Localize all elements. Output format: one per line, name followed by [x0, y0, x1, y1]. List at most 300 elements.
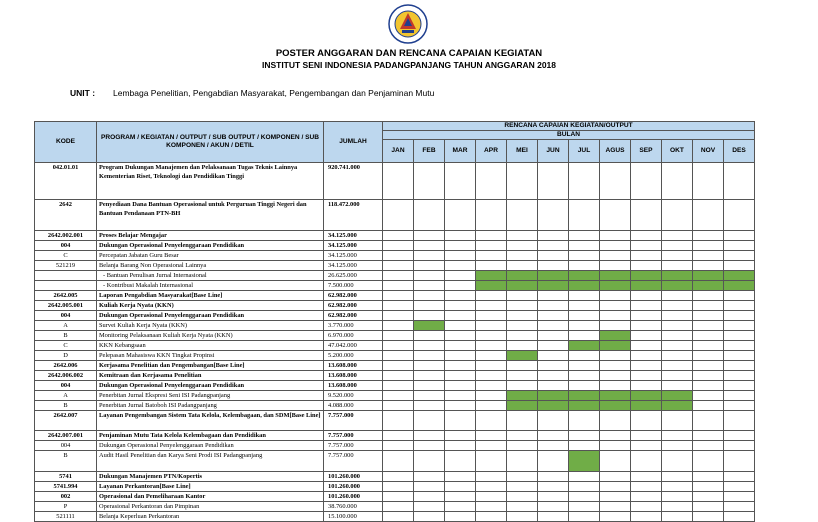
- table-row: [35, 351, 755, 361]
- month-cell: [631, 351, 662, 361]
- budget-table: [34, 121, 755, 522]
- month-cell: [445, 512, 476, 522]
- month-cell: [383, 361, 414, 371]
- month-cell: [538, 381, 569, 391]
- month-cell: [445, 291, 476, 301]
- month-cell: [631, 241, 662, 251]
- month-cell: [724, 351, 755, 361]
- row-amount: 13.608.000: [324, 381, 383, 391]
- month-cell: [662, 482, 693, 492]
- month-cell: [445, 431, 476, 441]
- row-amount: 62.982.000: [324, 311, 383, 321]
- month-cell-planned: [662, 281, 693, 291]
- month-cell: [724, 441, 755, 451]
- month-cell-planned: [631, 401, 662, 411]
- month-cell: [724, 472, 755, 482]
- table-row: [35, 231, 755, 241]
- month-cell: [569, 441, 600, 451]
- month-cell: [507, 411, 538, 431]
- month-cell: [383, 472, 414, 482]
- month-cell: [569, 492, 600, 502]
- month-cell: [724, 492, 755, 502]
- row-description: - Bantuan Penulisan Jurnal Internasional: [97, 271, 324, 281]
- row-amount: 920.741.000: [324, 163, 383, 200]
- month-cell: [414, 411, 445, 431]
- month-cell: [538, 163, 569, 200]
- month-cell: [414, 261, 445, 271]
- month-header: FEB: [414, 140, 445, 163]
- month-cell-planned: [724, 271, 755, 281]
- month-cell: [445, 371, 476, 381]
- month-cell-planned: [476, 271, 507, 281]
- month-cell: [724, 301, 755, 311]
- month-cell: [662, 371, 693, 381]
- month-cell: [538, 200, 569, 231]
- month-cell: [538, 512, 569, 522]
- month-cell-planned: [693, 281, 724, 291]
- month-cell: [507, 431, 538, 441]
- month-cell: [693, 431, 724, 441]
- month-cell: [445, 311, 476, 321]
- row-amount: 7.757.000: [324, 431, 383, 441]
- month-cell: [476, 341, 507, 351]
- month-cell: [724, 502, 755, 512]
- month-cell: [662, 200, 693, 231]
- month-cell: [414, 291, 445, 301]
- month-cell: [662, 381, 693, 391]
- month-cell: [414, 301, 445, 311]
- month-cell: [538, 411, 569, 431]
- month-cell: [414, 311, 445, 321]
- month-cell: [693, 391, 724, 401]
- month-cell: [383, 411, 414, 431]
- row-description: - Kontribusi Makalah Internasional: [97, 281, 324, 291]
- month-cell-planned: [538, 401, 569, 411]
- month-cell: [476, 492, 507, 502]
- row-description: Layanan Perkantoran[Base Line]: [97, 482, 324, 492]
- row-amount: 15.100.000: [324, 512, 383, 522]
- month-cell: [383, 321, 414, 331]
- month-cell: [383, 231, 414, 241]
- month-cell: [693, 502, 724, 512]
- month-cell: [538, 321, 569, 331]
- month-cell-planned: [569, 281, 600, 291]
- month-cell: [631, 502, 662, 512]
- month-cell: [414, 331, 445, 341]
- month-cell: [569, 231, 600, 241]
- table-row: [35, 381, 755, 391]
- month-cell: [507, 241, 538, 251]
- month-cell: [476, 301, 507, 311]
- month-cell: [538, 482, 569, 492]
- month-cell: [600, 261, 631, 271]
- month-cell: [724, 371, 755, 381]
- month-cell: [445, 361, 476, 371]
- row-description: Operasional Perkantoran dan Pimpinan: [97, 502, 324, 512]
- row-amount: 3.770.000: [324, 321, 383, 331]
- month-cell: [476, 163, 507, 200]
- month-cell: [693, 381, 724, 391]
- month-cell: [600, 200, 631, 231]
- row-description: Pelepasan Mahasiswa KKN Tingkat Propinsi: [97, 351, 324, 361]
- month-cell: [383, 451, 414, 472]
- month-cell: [414, 351, 445, 361]
- row-code: C: [35, 341, 97, 351]
- header-jumlah: JUMLAH: [324, 122, 383, 163]
- month-cell: [445, 351, 476, 361]
- month-cell: [507, 321, 538, 331]
- month-cell: [600, 411, 631, 431]
- month-cell: [476, 311, 507, 321]
- month-cell: [569, 351, 600, 361]
- month-cell-planned: [538, 391, 569, 401]
- month-cell: [569, 241, 600, 251]
- month-cell: [445, 321, 476, 331]
- row-amount: 101.260.000: [324, 482, 383, 492]
- row-code: A: [35, 391, 97, 401]
- row-description: Dukungan Operasional Penyelenggaraan Pendidikan: [97, 311, 324, 321]
- month-cell: [538, 361, 569, 371]
- row-description: Proses Belajar Mengajar: [97, 231, 324, 241]
- month-cell: [662, 502, 693, 512]
- month-cell: [507, 331, 538, 341]
- row-description: Layanan Pengembangan Sistem Tata Kelola, Kelembagaan, dan SDM[Base Line]: [97, 411, 324, 431]
- month-cell: [662, 291, 693, 301]
- table-row: [35, 291, 755, 301]
- month-cell: [414, 512, 445, 522]
- row-amount: 101.260.000: [324, 492, 383, 502]
- month-header: JUL: [569, 140, 600, 163]
- row-amount: 7.500.000: [324, 281, 383, 291]
- table-row: [35, 401, 755, 411]
- month-cell-planned: [538, 271, 569, 281]
- month-cell: [538, 301, 569, 311]
- row-description: Audit Hasil Penelitian dan Karya Seni Prodi ISI Padangpanjang: [97, 451, 324, 472]
- month-cell: [662, 411, 693, 431]
- row-description: Kemitraan dan Kerjasama Penelitian: [97, 371, 324, 381]
- month-cell: [476, 200, 507, 231]
- document-title: POSTER ANGGARAN DAN RENCANA CAPAIAN KEGIATAN: [275, 48, 543, 59]
- table-row: [35, 261, 755, 271]
- row-amount: 9.520.000: [324, 391, 383, 401]
- month-cell: [724, 482, 755, 492]
- month-cell: [383, 351, 414, 361]
- month-cell: [383, 200, 414, 231]
- month-cell: [383, 163, 414, 200]
- month-cell: [662, 492, 693, 502]
- month-cell: [693, 251, 724, 261]
- month-cell: [538, 291, 569, 301]
- month-cell: [383, 391, 414, 401]
- month-cell: [538, 311, 569, 321]
- row-code: [35, 271, 97, 281]
- month-cell: [693, 200, 724, 231]
- row-description: Dukungan Operasional Penyelenggaraan Pendidikan: [97, 381, 324, 391]
- row-description: Program Dukungan Manajemen dan Pelaksanaan Tugas Teknis Lainnya Kementerian Riset, Teknologi dan Pendidikan Tinggi: [97, 163, 324, 200]
- month-cell: [693, 321, 724, 331]
- row-amount: 26.625.000: [324, 271, 383, 281]
- row-code: 521219: [35, 261, 97, 271]
- month-header: MEI: [507, 140, 538, 163]
- month-cell: [693, 411, 724, 431]
- month-cell: [662, 163, 693, 200]
- row-description: Laporan Pengabdian Masyarakat[Base Line]: [97, 291, 324, 301]
- month-cell: [383, 381, 414, 391]
- month-cell: [476, 401, 507, 411]
- month-cell: [414, 371, 445, 381]
- month-cell-planned: [414, 321, 445, 331]
- row-code: P: [35, 502, 97, 512]
- month-cell: [445, 271, 476, 281]
- row-code: C: [35, 251, 97, 261]
- month-cell: [600, 502, 631, 512]
- month-cell: [569, 431, 600, 441]
- row-code: 2642.005.001: [35, 301, 97, 311]
- row-amount: 7.757.000: [324, 411, 383, 431]
- month-cell-planned: [631, 281, 662, 291]
- month-cell: [631, 361, 662, 371]
- row-description: Penjaminan Mutu Tata Kelola Kelembagaan dan Pendidikan: [97, 431, 324, 441]
- row-description: Kerjasama Penelitian dan Pengembangan[Base Line]: [97, 361, 324, 371]
- month-cell: [662, 231, 693, 241]
- month-cell: [693, 291, 724, 301]
- month-header: OKT: [662, 140, 693, 163]
- month-cell: [693, 361, 724, 371]
- row-code: 2642.007.001: [35, 431, 97, 441]
- month-cell: [724, 291, 755, 301]
- month-cell: [600, 241, 631, 251]
- table-row: [35, 311, 755, 321]
- month-cell: [383, 371, 414, 381]
- month-header: APR: [476, 140, 507, 163]
- month-cell: [569, 482, 600, 492]
- month-cell: [538, 341, 569, 351]
- month-cell-planned: [569, 391, 600, 401]
- month-cell: [538, 371, 569, 381]
- table-row: [35, 472, 755, 482]
- row-code: 002: [35, 492, 97, 502]
- month-cell: [569, 502, 600, 512]
- month-cell: [662, 512, 693, 522]
- month-cell: [476, 261, 507, 271]
- table-row: [35, 371, 755, 381]
- month-cell: [476, 231, 507, 241]
- month-cell: [383, 502, 414, 512]
- row-description: Belanja Barang Non Operasional Lainnya: [97, 261, 324, 271]
- month-cell: [507, 502, 538, 512]
- month-cell: [476, 381, 507, 391]
- month-cell: [445, 341, 476, 351]
- row-amount: 34.125.000: [324, 231, 383, 241]
- month-cell: [693, 441, 724, 451]
- month-cell: [693, 331, 724, 341]
- month-cell: [569, 163, 600, 200]
- month-cell-planned: [693, 271, 724, 281]
- row-description: Dukungan Operasional Penyelenggaraan Pendidikan: [97, 241, 324, 251]
- month-cell: [569, 311, 600, 321]
- month-cell: [693, 341, 724, 351]
- document-subtitle: INSTITUT SENI INDONESIA PADANGPANJANG TAHUN ANGGARAN 2018: [261, 60, 557, 70]
- month-cell: [662, 241, 693, 251]
- table-row: [35, 451, 755, 472]
- month-cell-planned: [724, 281, 755, 291]
- table-row: [35, 341, 755, 351]
- month-cell: [600, 512, 631, 522]
- month-cell: [445, 251, 476, 261]
- month-cell: [538, 331, 569, 341]
- month-cell: [631, 163, 662, 200]
- row-description: Monitoring Pelaksanaan Kuliah Kerja Nyata (KKN): [97, 331, 324, 341]
- table-row: [35, 431, 755, 441]
- row-amount: 34.125.000: [324, 261, 383, 271]
- month-cell-planned: [662, 391, 693, 401]
- month-cell: [507, 251, 538, 261]
- month-cell: [507, 361, 538, 371]
- month-cell: [724, 381, 755, 391]
- month-cell: [445, 163, 476, 200]
- month-cell: [724, 251, 755, 261]
- month-cell: [445, 200, 476, 231]
- month-cell-planned: [507, 271, 538, 281]
- month-cell: [662, 261, 693, 271]
- month-cell: [662, 311, 693, 321]
- month-cell: [600, 381, 631, 391]
- month-cell: [414, 271, 445, 281]
- row-description: Penerbitan Jurnal Ekspresi Seni ISI Padangpanjang: [97, 391, 324, 401]
- month-cell: [414, 502, 445, 512]
- month-cell: [600, 351, 631, 361]
- month-cell: [724, 341, 755, 351]
- table-row: [35, 301, 755, 311]
- row-amount: 13.608.000: [324, 361, 383, 371]
- month-cell: [383, 291, 414, 301]
- month-cell: [507, 341, 538, 351]
- table-row: [35, 241, 755, 251]
- table-row: [35, 321, 755, 331]
- month-cell: [724, 401, 755, 411]
- month-cell: [414, 200, 445, 231]
- month-cell-planned: [569, 451, 600, 472]
- month-cell: [476, 512, 507, 522]
- month-cell: [724, 163, 755, 200]
- month-cell: [383, 482, 414, 492]
- month-cell: [383, 281, 414, 291]
- month-cell: [383, 431, 414, 441]
- month-cell: [383, 512, 414, 522]
- month-cell-planned: [600, 341, 631, 351]
- month-cell-planned: [600, 401, 631, 411]
- header-kode: KODE: [35, 122, 97, 163]
- month-cell: [507, 482, 538, 492]
- month-cell: [631, 251, 662, 261]
- row-amount: 34.125.000: [324, 241, 383, 251]
- month-cell: [538, 231, 569, 241]
- month-cell: [538, 441, 569, 451]
- month-cell-planned: [569, 401, 600, 411]
- month-cell: [569, 261, 600, 271]
- month-cell: [662, 341, 693, 351]
- institute-seal-icon: [377, 4, 439, 44]
- table-row: [35, 502, 755, 512]
- month-cell: [414, 361, 445, 371]
- month-cell: [383, 251, 414, 261]
- row-code: 5741: [35, 472, 97, 482]
- month-header: SEP: [631, 140, 662, 163]
- month-cell: [383, 271, 414, 281]
- month-cell: [631, 411, 662, 431]
- month-cell: [445, 411, 476, 431]
- table-row: [35, 482, 755, 492]
- row-description: Penyediaan Dana Bantuan Operasional untuk Perguruan Tinggi Negeri dan Bantuan Pendanaan PTN-BH: [97, 200, 324, 231]
- month-cell: [414, 391, 445, 401]
- month-cell: [476, 361, 507, 371]
- month-cell: [631, 341, 662, 351]
- month-cell: [693, 241, 724, 251]
- month-cell: [631, 482, 662, 492]
- month-cell: [662, 351, 693, 361]
- month-cell: [631, 311, 662, 321]
- month-cell: [538, 251, 569, 261]
- month-cell: [476, 441, 507, 451]
- month-cell: [693, 371, 724, 381]
- month-cell: [538, 451, 569, 472]
- month-cell: [476, 502, 507, 512]
- row-amount: 62.982.000: [324, 291, 383, 301]
- month-cell: [414, 472, 445, 482]
- row-amount: 118.472.000: [324, 200, 383, 231]
- month-cell: [662, 451, 693, 472]
- month-cell: [507, 311, 538, 321]
- month-cell: [383, 441, 414, 451]
- month-cell: [414, 492, 445, 502]
- month-cell: [476, 331, 507, 341]
- month-cell: [414, 451, 445, 472]
- month-cell: [631, 371, 662, 381]
- month-cell: [662, 321, 693, 331]
- month-cell: [569, 512, 600, 522]
- month-cell: [569, 361, 600, 371]
- row-amount: 101.260.000: [324, 472, 383, 482]
- month-cell: [600, 482, 631, 492]
- month-cell: [414, 241, 445, 251]
- table-row: [35, 512, 755, 522]
- header-rencana: RENCANA CAPAIAN KEGIATAN/OUTPUT: [383, 122, 755, 131]
- month-cell: [414, 163, 445, 200]
- month-cell-planned: [600, 331, 631, 341]
- month-cell: [662, 251, 693, 261]
- month-cell: [600, 472, 631, 482]
- month-header: JAN: [383, 140, 414, 163]
- month-cell: [724, 331, 755, 341]
- row-code: [35, 281, 97, 291]
- row-description: Kuliah Kerja Nyata (KKN): [97, 301, 324, 311]
- month-cell: [507, 231, 538, 241]
- month-cell: [600, 251, 631, 261]
- month-cell: [724, 311, 755, 321]
- month-cell: [414, 381, 445, 391]
- month-cell: [600, 492, 631, 502]
- month-cell: [631, 301, 662, 311]
- month-cell: [445, 492, 476, 502]
- month-cell: [569, 472, 600, 482]
- row-code: 2642: [35, 200, 97, 231]
- row-description: Penerbitan Jurnal Batoboh ISI Padangpanjang: [97, 401, 324, 411]
- row-description: KKN Kebangsaan: [97, 341, 324, 351]
- row-description: Belanja Keperluan Perkantoran: [97, 512, 324, 522]
- month-cell-planned: [507, 281, 538, 291]
- month-cell: [569, 331, 600, 341]
- month-cell: [693, 351, 724, 361]
